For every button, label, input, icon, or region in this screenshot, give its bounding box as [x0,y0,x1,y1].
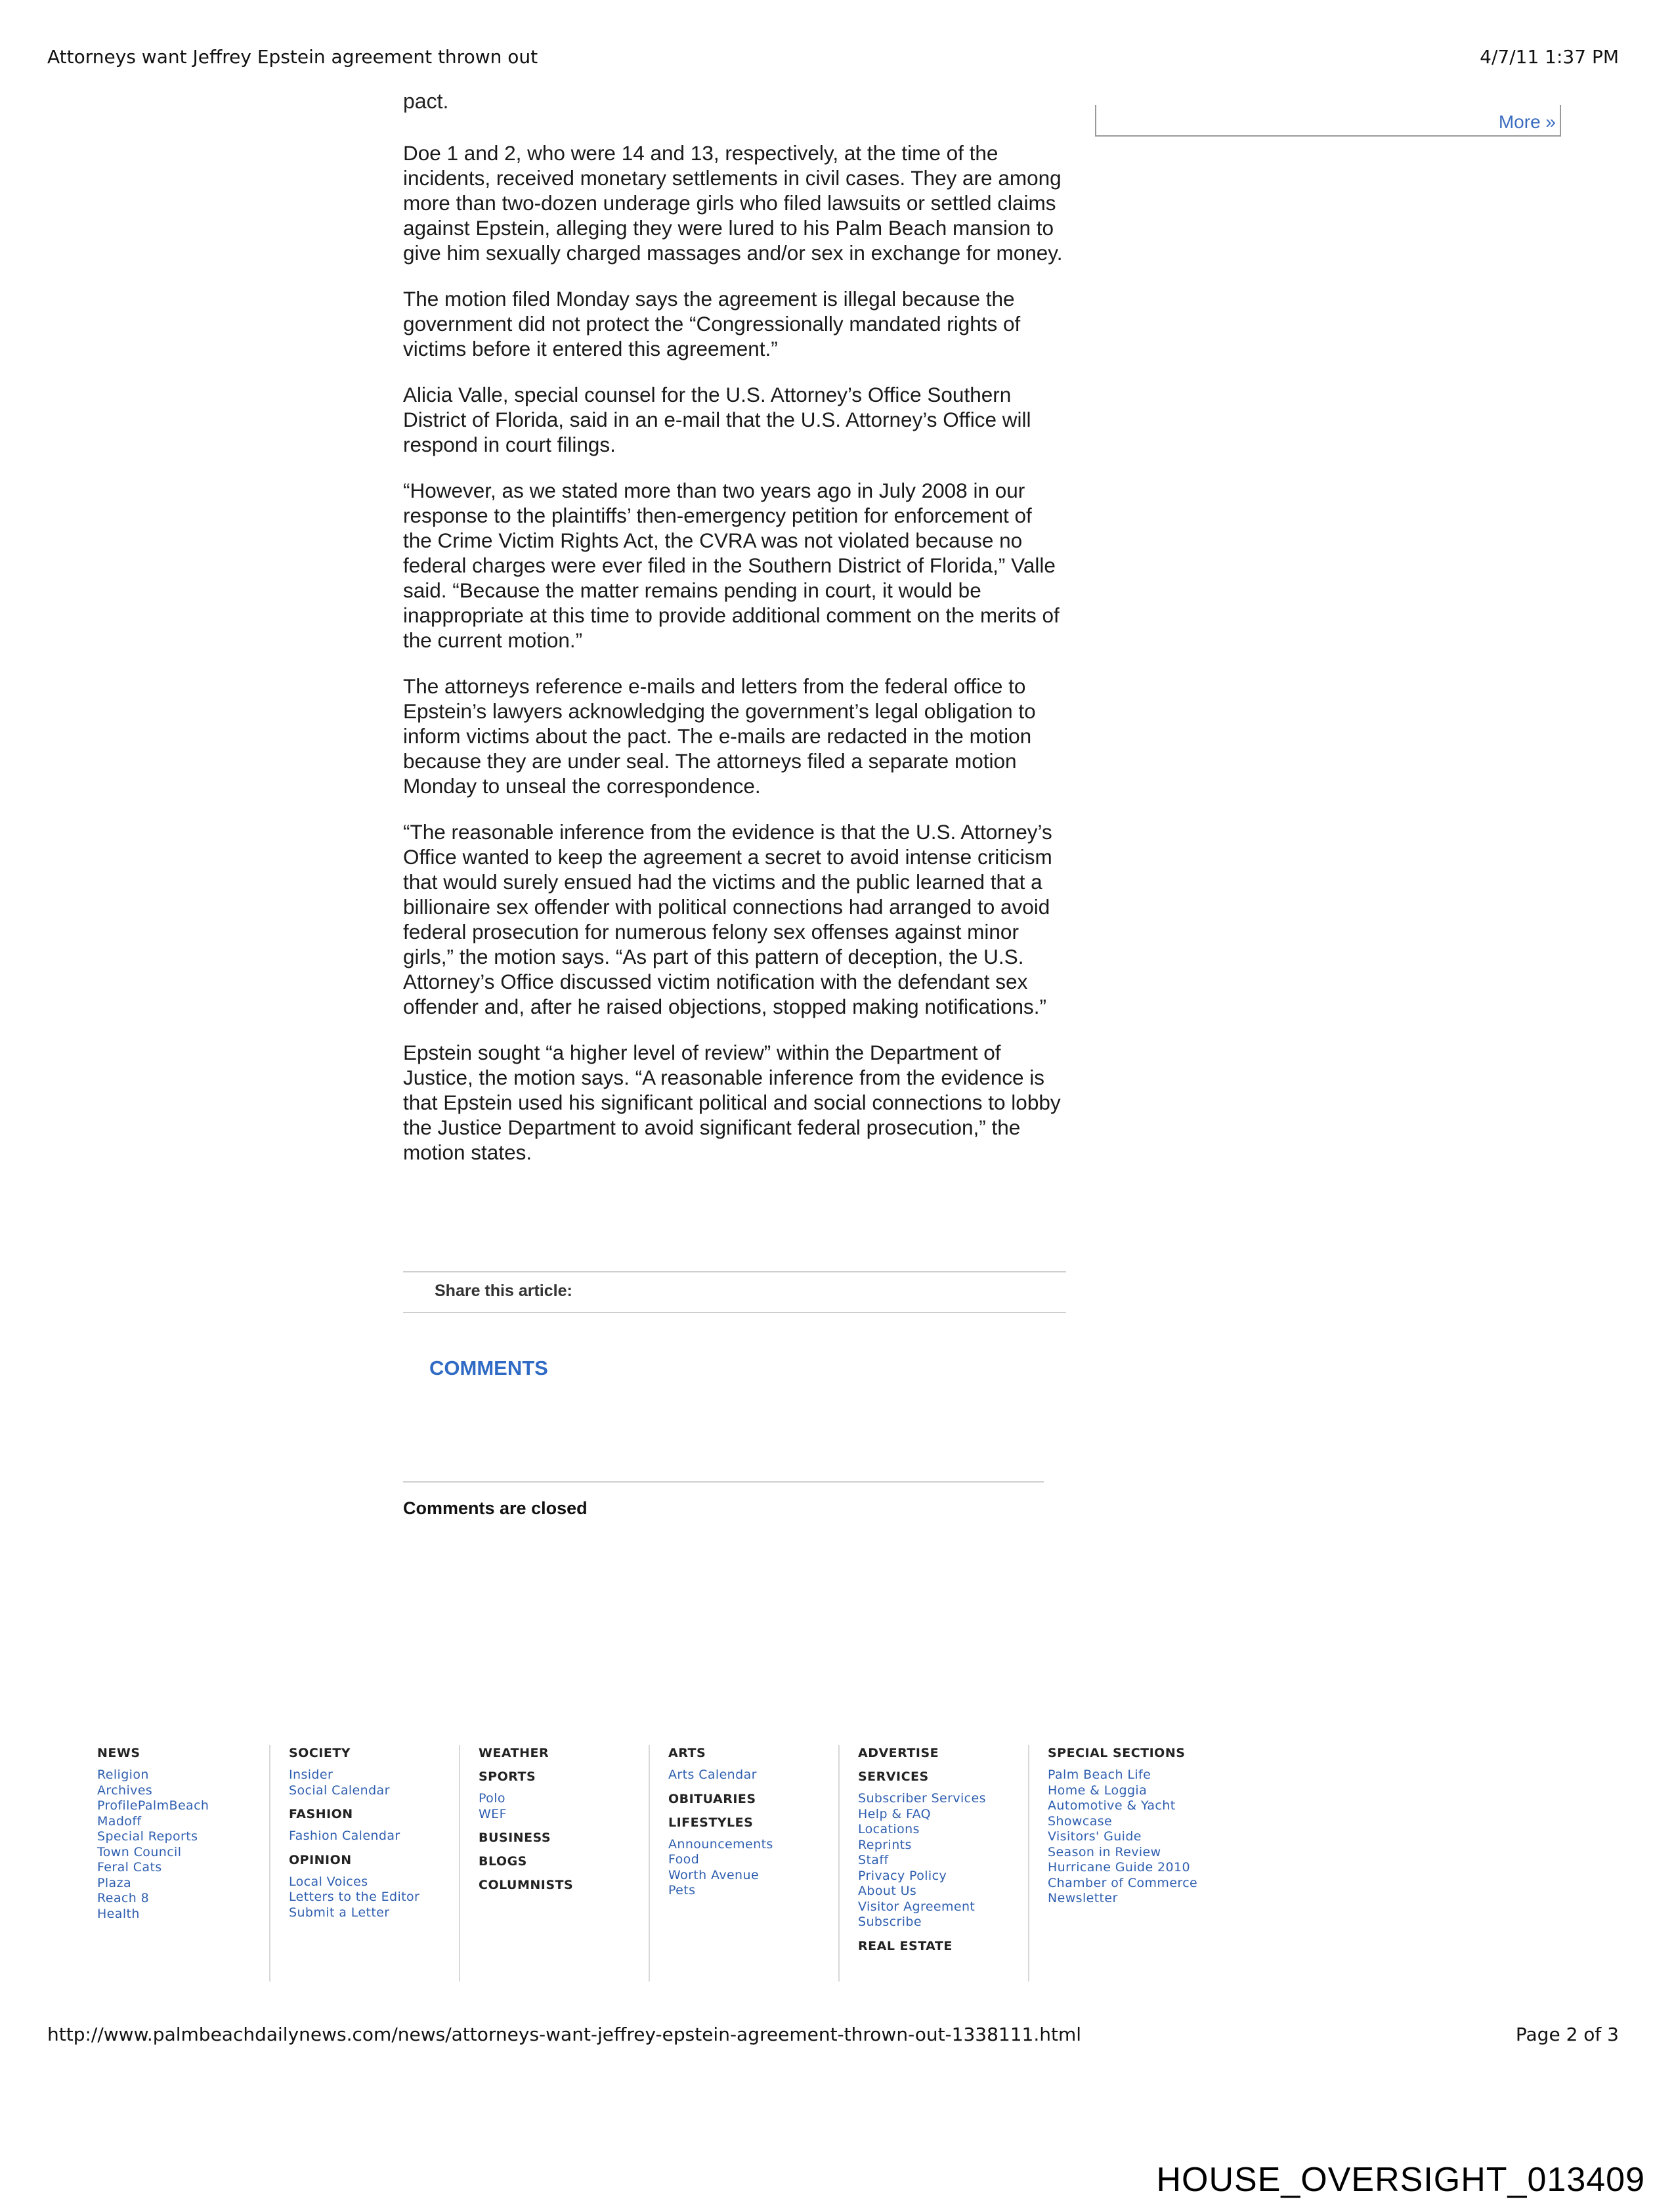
footer-link[interactable]: Fashion Calendar [289,1829,400,1843]
footer-heading[interactable]: REAL ESTATE [858,1938,953,1953]
site-footer-nav [97,1745,1226,1982]
footer-link[interactable]: Announcements [668,1836,773,1852]
article-paragraph: The motion filed Monday says the agreement is illegal because the government did not protect the “Congressionally mandated rights of victims before it entered this agreement.” [403,287,1021,360]
footer-link[interactable]: Religion [97,1767,149,1782]
footer-link[interactable]: Subscribe [858,1915,922,1929]
article-paragraph: Doe 1 and 2, who were 14 and 13, respectively, at the time of the incidents, received monetary settlements in civil cases. They are among more than two-dozen underage girls who filed lawsuits or settled claims against Epstein, alleging they were lured to his Palm Beach mansion to give him sexually charged massages and/or sex in exchange for money. [403,141,1063,265]
footer-link[interactable]: Arts Calendar [668,1767,757,1782]
sidebar-box [1095,105,1561,137]
footer-link-list [479,1791,649,1822]
footer-link[interactable]: Town Council [97,1844,182,1859]
footer-column-special-sections [1028,1745,1225,1982]
article-paragraph: The attorneys reference e-mails and letters from the federal office to Epstein’s lawyers acknowledging the government’s legal obligation to inform victims about the pact. The e-mails are redacted in the motion because they are under seal. The attorneys filed a separate motion Monday to unseal the correspondence. [403,674,1036,798]
footer-link[interactable]: Hurricane Guide 2010 [1048,1860,1190,1875]
article-paragraph: “The reasonable inference from the evidence is that the U.S. Attorney’s Office wanted to keep the agreement a secret to avoid intense criticism that would surely ensued had the victims and the public learned that a billionaire sex offender with political connections had arranged to avoid federal prosecution for numerous felony sex offenses against minor girls,” the motion says. “As part of this pattern of deception, the U.S. Attorney’s Office discussed victim notification with the defendant sex offender and, after he raised objections, stopped making notifications.” [403,820,1052,1018]
footer-heading[interactable]: SPECIAL SECTIONS [1048,1746,1186,1760]
footer-link[interactable]: Insider [289,1767,333,1782]
footer-heading[interactable]: COLUMNISTS [479,1878,574,1892]
footer-link[interactable]: Plaza [97,1875,131,1890]
footer-link[interactable]: Palm Beach Life [1048,1767,1151,1782]
footer-link-list [289,1829,460,1844]
comments-closed-notice: Comments are closed [403,1498,588,1518]
footer-link[interactable]: Special Reports [97,1829,198,1844]
footer-link[interactable]: Pets [668,1883,696,1898]
footer-heading[interactable]: BLOGS [479,1854,527,1869]
footer-link[interactable]: Subscriber Services [858,1791,986,1806]
footer-heading[interactable]: WEATHER [479,1746,549,1760]
footer-link[interactable]: Season in Review [1048,1844,1161,1859]
footer-column-arts [649,1745,839,1982]
footer-link-list [858,1791,1029,1930]
footer-link[interactable]: Archives [97,1783,153,1798]
footer-link[interactable]: Reach 8 [97,1891,150,1905]
footer-column-advertise [838,1745,1029,1982]
footer-column-weather [459,1745,649,1982]
footer-link[interactable]: Help & FAQ [858,1806,932,1821]
print-header-datetime: 4/7/11 1:37 PM [1480,46,1619,68]
article-paragraph: Alicia Valle, special counsel for the U.S. Attorney’s Office Southern District of Florida, said in an e-mail that the U.S. Attorney’s Office will respond in court filings. [403,383,1031,456]
print-footer-page-number: Page 2 of 3 [1515,2024,1619,2045]
footer-link[interactable]: Visitors' Guide [1048,1829,1142,1844]
footer-link[interactable]: Visitor Agreement [858,1899,976,1914]
footer-link[interactable]: Madoff [97,1813,142,1829]
footer-heading[interactable]: SOCIETY [289,1746,351,1760]
footer-column-society [269,1745,460,1982]
footer-link[interactable]: Local Voices [289,1874,368,1889]
footer-link-list [668,1837,839,1899]
footer-heading[interactable]: LIFESTYLES [668,1815,754,1830]
footer-link-list [97,1767,288,1922]
footer-link[interactable]: Letters to the Editor [289,1890,420,1904]
footer-link[interactable]: Automotive & Yacht [1048,1798,1176,1813]
footer-link[interactable]: About Us [858,1884,917,1898]
footer-link-list [289,1875,460,1921]
footer-link[interactable]: Staff [858,1853,889,1867]
comments-heading: COMMENTS [429,1356,548,1379]
footer-link[interactable]: Polo [479,1791,505,1806]
article-paragraph: Epstein sought “a higher level of review” within the Department of Justice, the motion says. “A reasonable inference from the evidence is that Epstein used his significant political and social connections to lobby the Justice Department to avoid significant federal prosecution,” the motion states. [403,1041,1061,1164]
footer-heading[interactable]: OBITUARIES [668,1791,756,1806]
footer-link[interactable]: Social Calendar [289,1783,390,1798]
footer-column-news [97,1745,288,1982]
more-link[interactable]: More » [1498,112,1556,132]
footer-link[interactable]: WEF [479,1806,507,1821]
footer-link[interactable]: Food [668,1852,700,1867]
cutoff-text-fragment: pact. [403,89,449,113]
footer-link[interactable]: Reprints [858,1837,912,1852]
footer-link[interactable]: Chamber of Commerce [1048,1875,1198,1890]
footer-heading[interactable]: SERVICES [858,1769,929,1784]
footer-heading[interactable]: SPORTS [479,1769,536,1784]
footer-link[interactable]: Feral Cats [97,1860,162,1875]
footer-heading[interactable]: NEWS [97,1746,140,1760]
footer-heading[interactable]: BUSINESS [479,1831,551,1845]
footer-link-list [1048,1767,1225,1907]
footer-link-list [668,1767,839,1783]
footer-heading[interactable]: ADVERTISE [858,1746,939,1760]
footer-link[interactable]: Newsletter [1048,1891,1118,1905]
article-paragraph: “However, as we stated more than two years ago in July 2008 in our response to the plaintiffs’ then-emergency petition for enforcement of the Crime Victim Rights Act, the CVRA was not violated because no federal charges were ever filed in the Southern District of Florida,” Valle said. “Because the matter remains pending in court, it would be inappropriate at this time to provide additional comment on the merits of the current motion.” [403,479,1060,652]
footer-link[interactable]: Showcase [1048,1813,1113,1829]
footer-heading[interactable]: FASHION [289,1807,353,1821]
footer-link[interactable]: Submit a Letter [289,1905,390,1920]
footer-link-list [289,1767,460,1798]
bates-number: HOUSE_OVERSIGHT_013409 [1156,2161,1645,2199]
share-label: Share this article: [435,1282,572,1300]
article-body [403,141,1066,1186]
footer-link[interactable]: Locations [858,1822,920,1836]
comments-divider [403,1481,1044,1483]
footer-heading[interactable]: OPINION [289,1852,352,1867]
footer-link[interactable]: ProfilePalmBeach [97,1798,209,1813]
print-header-title: Attorneys want Jeffrey Epstein agreement thrown out [47,46,538,68]
footer-heading[interactable]: ARTS [668,1746,706,1760]
footer-link[interactable]: Health [97,1906,140,1921]
footer-link[interactable]: Privacy Policy [858,1868,947,1883]
footer-link[interactable]: Home & Loggia [1048,1783,1148,1798]
share-bar [403,1271,1066,1313]
print-footer-url: http://www.palmbeachdailynews.com/news/attorneys-want-jeffrey-epstein-agreement-thrown-out-1338111.html [47,2024,1082,2045]
footer-link[interactable]: Worth Avenue [668,1867,760,1882]
